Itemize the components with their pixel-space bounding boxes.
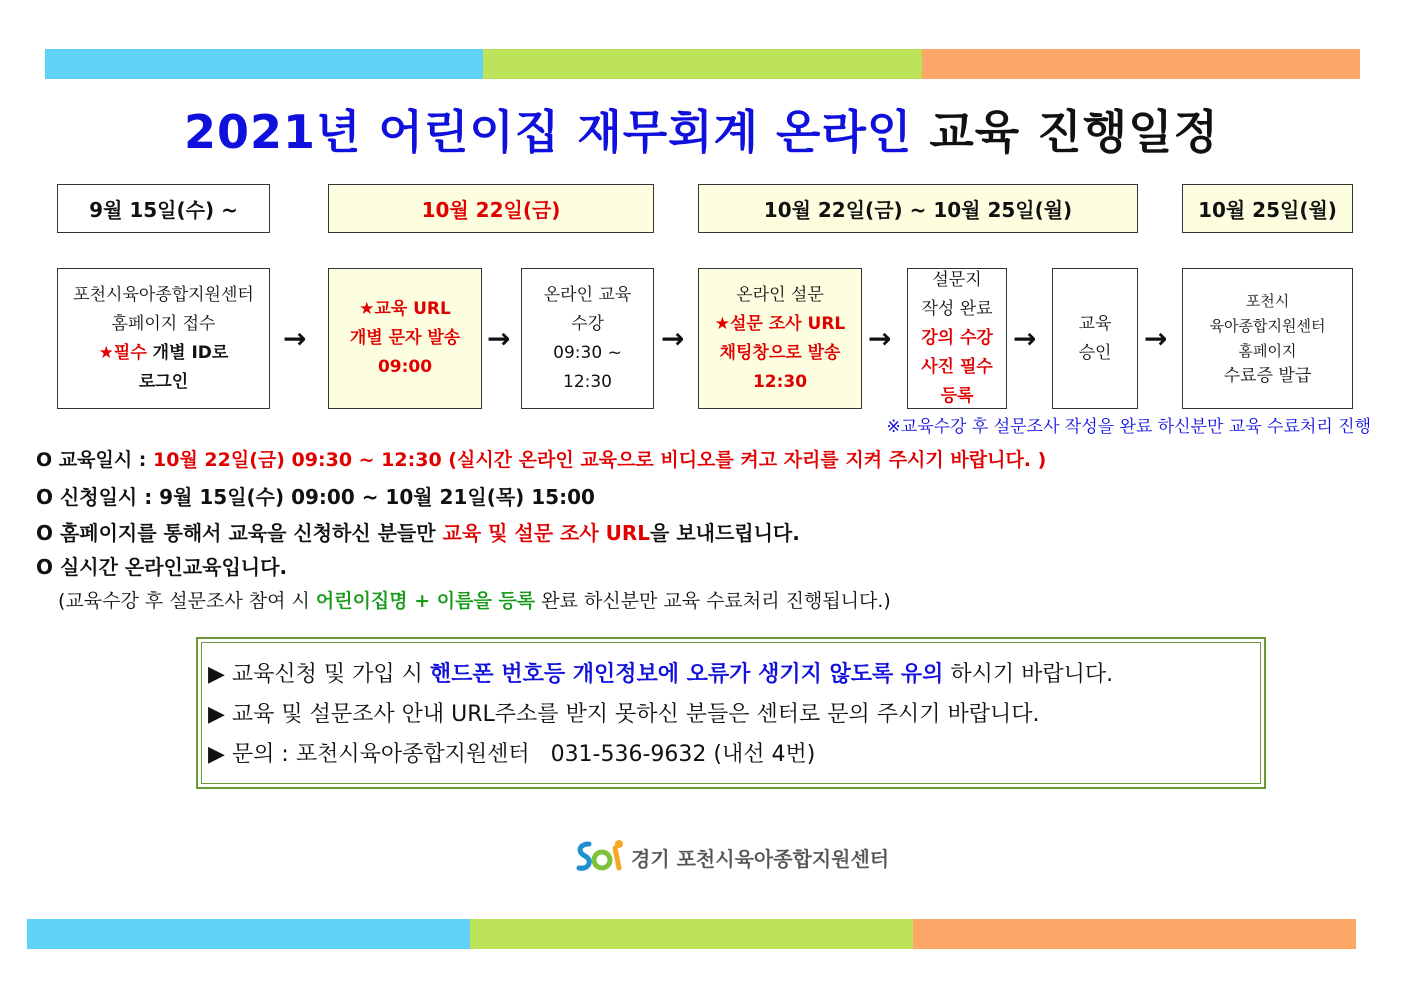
step2-line1: ★교육 URL	[359, 299, 451, 319]
center-logo	[575, 838, 889, 876]
info-url-notice	[36, 517, 800, 546]
step7-line1: 포천시	[1245, 291, 1290, 310]
notice-line-3: ▶ 문의 : 포천시육아종합지원센터 031-536-9632 (내선 4번)	[208, 742, 816, 767]
step4-line3: 채팅창으로 발송	[719, 342, 841, 363]
completion-note: ※교육수강 후 설문조사 작성을 완료 하신분만 교육 수료처리 진행	[886, 417, 1371, 437]
step2-line3: 09:00	[377, 357, 433, 377]
notice1-blue: 핸드폰 번호등 개인정보에 오류가 생기지 않도록 유의	[429, 662, 944, 687]
title-blue: 2021년 어린이집 재무회계 온라인	[184, 105, 913, 159]
arrow-icon: →	[487, 322, 511, 355]
info3-a: O 홈페이지를 통해서 교육을 신청하신 분들만	[36, 521, 443, 545]
step-survey	[698, 268, 862, 409]
info-realtime: O 실시간 온라인교육입니다.	[36, 555, 288, 579]
step1-line2: 홈페이지 접수	[111, 313, 216, 334]
date-box-4: 10월 25일(월)	[1182, 184, 1353, 233]
date-box-1: 9월 15일(수) ~	[57, 184, 270, 233]
step7-line4: 수료증 발급	[1223, 365, 1312, 386]
step-send-url	[328, 268, 482, 409]
step-certificate	[1182, 268, 1353, 409]
sub-a: (교육수강 후 설문조사 참여 시	[58, 590, 316, 612]
info1-value: 10월 22일(금) 09:30 ~ 12:30 (실시간 온라인 교육으로 비디오를 켜고 자리를 지켜 주시기 바랍니다. )	[153, 449, 1047, 471]
step3-line1: 온라인 교육	[543, 284, 632, 305]
step1-line1: 포천시육아종합지원센터	[73, 284, 254, 305]
step7-line3: 홈페이지	[1238, 341, 1297, 360]
notice-line-1	[208, 655, 1264, 695]
step6-line1: 교육	[1078, 313, 1112, 334]
step-register	[57, 268, 270, 409]
info3-b: 을 보내드립니다.	[650, 521, 800, 545]
bar-segment-orange	[922, 49, 1360, 79]
date-box-2: 10월 22일(금)	[328, 184, 654, 233]
step3-line2: 수강	[571, 313, 604, 334]
step4-line4: 12:30	[752, 371, 808, 392]
sub-b: 완료 하신분만 교육 수료처리 진행됩니다.)	[535, 590, 891, 612]
step5-line2: 작성 완료	[921, 299, 993, 319]
step1-line4: 로그인	[138, 371, 189, 392]
step6-line2: 승인	[1078, 342, 1112, 363]
info-education-time	[36, 445, 1046, 472]
step-approval	[1052, 268, 1138, 409]
info-apply-time: O 신청일시 : 9월 15일(수) 09:00 ~ 10월 21일(목) 15:00	[36, 485, 595, 509]
sub-green: 어린이집명 + 이름을 등록	[315, 590, 536, 612]
logo-mark-icon	[575, 838, 627, 876]
step5-line5: 등록	[940, 386, 974, 406]
required-mark: ★필수	[98, 342, 147, 363]
step3-line3: 09:30 ~	[553, 342, 622, 363]
step1-line3-rest: 개별 ID로	[146, 342, 229, 363]
logo-text: 경기 포천시육아종합지원센터	[631, 846, 890, 871]
title-black: 교육 진행일정	[929, 105, 1219, 159]
notice1-a: ▶ 교육신청 및 가입 시	[208, 662, 430, 687]
step7-line2: 육아종합지원센터	[1209, 316, 1326, 335]
info3-red: 교육 및 설문 조사 URL	[442, 521, 651, 545]
step4-line2: ★설문 조사 URL	[714, 313, 846, 334]
bar-segment-blue	[27, 919, 470, 949]
date-box-3: 10월 22일(금) ~ 10월 25일(월)	[698, 184, 1138, 233]
page-title	[0, 96, 1403, 162]
bar-segment-blue	[45, 49, 483, 79]
step2-line2: 개별 문자 발송	[349, 328, 461, 348]
arrow-icon: →	[868, 322, 892, 355]
notice1-b: 하시기 바랍니다.	[943, 662, 1114, 687]
step5-line3: 강의 수강	[921, 328, 993, 348]
step1-line3	[99, 339, 229, 368]
info-survey-note	[58, 586, 891, 613]
notice-line-2: ▶ 교육 및 설문조사 안내 URL주소를 받지 못하신 분들은 센터로 문의 주시기 바랍니다.	[208, 702, 1040, 727]
bar-segment-green	[483, 49, 921, 79]
step5-line4: 사진 필수	[921, 357, 993, 377]
top-color-bar	[45, 49, 1360, 79]
bottom-color-bar	[27, 919, 1356, 949]
arrow-icon: →	[1144, 322, 1168, 355]
info1-label: O 교육일시 :	[36, 449, 154, 471]
step4-line1: 온라인 설문	[736, 284, 824, 305]
step5-line1: 설문지	[932, 270, 982, 290]
notice-box	[196, 637, 1266, 789]
arrow-icon: →	[283, 322, 307, 355]
arrow-icon: →	[661, 322, 685, 355]
step-online-class	[521, 268, 654, 409]
bar-segment-green	[470, 919, 913, 949]
step-survey-complete	[907, 268, 1007, 409]
step3-line4: 12:30	[563, 371, 612, 392]
arrow-icon: →	[1013, 322, 1037, 355]
bar-segment-orange	[913, 919, 1356, 949]
